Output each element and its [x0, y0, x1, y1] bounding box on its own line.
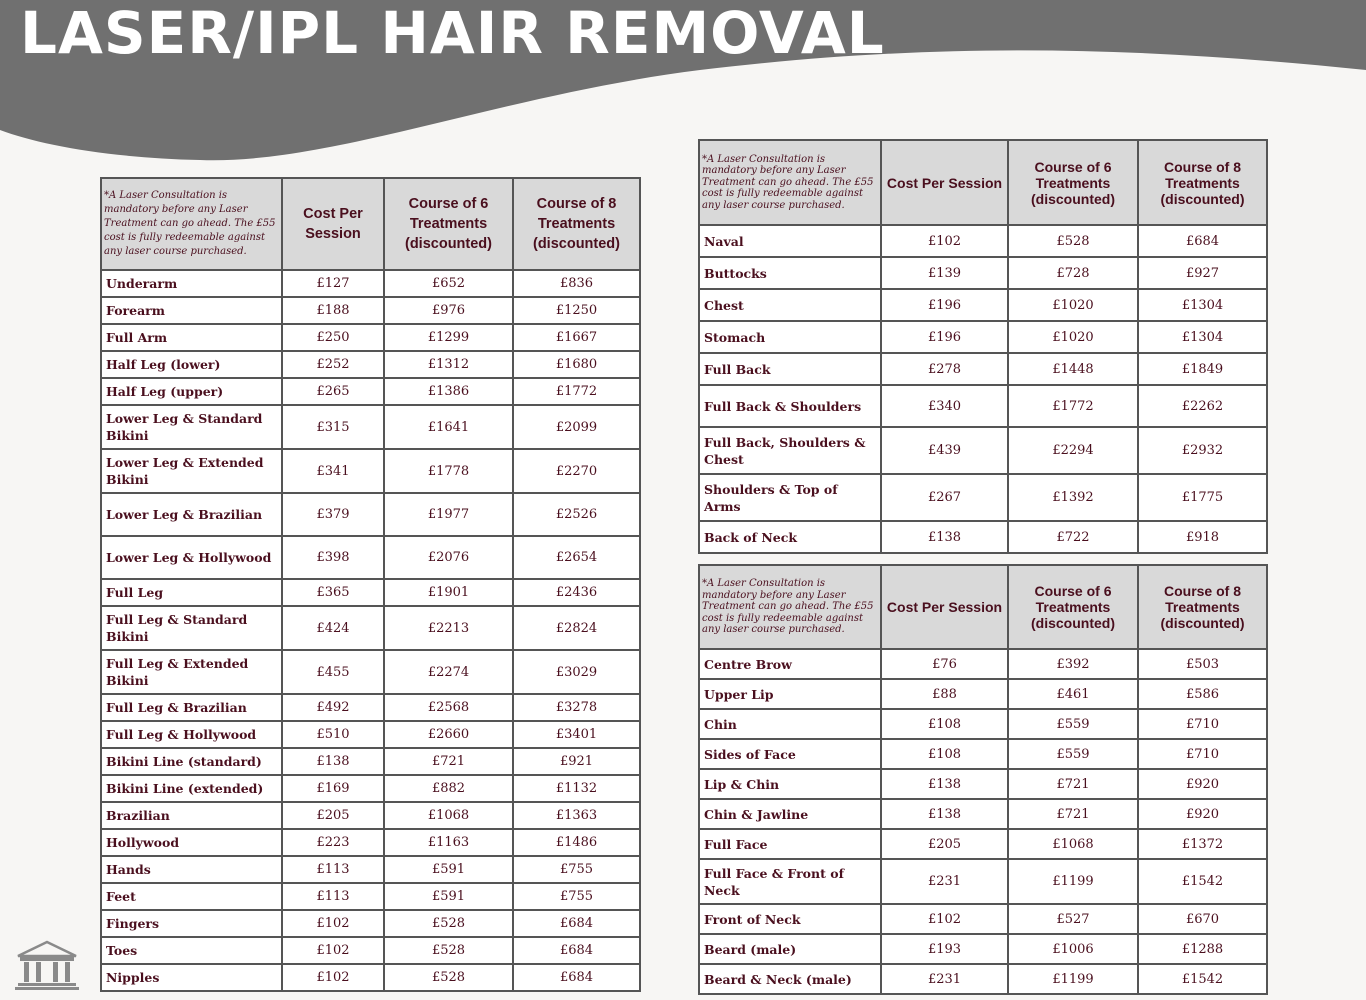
price-table-left	[100, 177, 641, 992]
course-6-price: £559	[1008, 709, 1138, 739]
course-8-price: £2526	[513, 493, 640, 536]
table-row	[101, 297, 640, 324]
treatment-area: Beard & Neck (male)	[699, 964, 881, 994]
course-6-price: £2076	[384, 536, 513, 579]
course-8-price: £684	[513, 910, 640, 937]
table-row	[101, 405, 640, 449]
table-header-row	[101, 178, 640, 270]
course-8-price: £2932	[1138, 427, 1267, 474]
course-6-price: £527	[1008, 904, 1138, 934]
course-6-price: £591	[384, 883, 513, 910]
cost-per-session: £439	[881, 427, 1008, 474]
treatment-area: Feet	[101, 883, 282, 910]
course-6-price: £1641	[384, 405, 513, 449]
treatment-area: Beard (male)	[699, 934, 881, 964]
table-row	[101, 536, 640, 579]
course-8-price: £1304	[1138, 321, 1267, 353]
course-8-price: £670	[1138, 904, 1267, 934]
table-row	[101, 694, 640, 721]
cost-per-session: £139	[881, 257, 1008, 289]
table-row	[101, 579, 640, 606]
cost-per-session: £341	[282, 449, 384, 493]
cost-per-session: £265	[282, 378, 384, 405]
price-table-face	[698, 564, 1268, 995]
table-row	[699, 521, 1267, 553]
consultation-note: *A Laser Consultation is mandatory before any Laser Treatment can go ahead. The £55 cost is fully redeemable against any laser course purchased.	[699, 565, 881, 649]
table-row	[101, 775, 640, 802]
table-row	[699, 321, 1267, 353]
cost-per-session: £102	[282, 964, 384, 991]
treatment-area: Forearm	[101, 297, 282, 324]
cost-per-session: £102	[881, 225, 1008, 257]
treatment-area: Stomach	[699, 321, 881, 353]
course-8-price: £710	[1138, 739, 1267, 769]
treatment-area: Buttocks	[699, 257, 881, 289]
course-6-price: £882	[384, 775, 513, 802]
treatment-area: Chin	[699, 709, 881, 739]
cost-per-session: £365	[282, 579, 384, 606]
table-row	[101, 802, 640, 829]
table-row	[699, 385, 1267, 427]
cost-per-session: £398	[282, 536, 384, 579]
course-8-price: £2654	[513, 536, 640, 579]
treatment-area: Full Leg & Brazilian	[101, 694, 282, 721]
table-row	[101, 910, 640, 937]
table-row	[101, 324, 640, 351]
course-8-price: £684	[513, 937, 640, 964]
treatment-area: Fingers	[101, 910, 282, 937]
table-row	[101, 721, 640, 748]
course-6-price: £2294	[1008, 427, 1138, 474]
course-6-price: £1299	[384, 324, 513, 351]
table-row	[101, 351, 640, 378]
table-row	[101, 493, 640, 536]
cost-per-session: £424	[282, 606, 384, 650]
course-8-price: £918	[1138, 521, 1267, 553]
cost-per-session: £223	[282, 829, 384, 856]
course-6-price: £1020	[1008, 289, 1138, 321]
header-cost-per-session: Cost Per Session	[881, 565, 1008, 649]
course-8-price: £684	[1138, 225, 1267, 257]
treatment-area: Toes	[101, 937, 282, 964]
header-course-of-8: Course of 8 Treatments (discounted)	[1138, 565, 1267, 649]
treatment-area: Nipples	[101, 964, 282, 991]
cost-per-session: £127	[282, 270, 384, 297]
header-cost-per-session: Cost Per Session	[282, 178, 384, 270]
course-8-price: £1542	[1138, 859, 1267, 904]
table-row	[699, 427, 1267, 474]
course-8-price: £2270	[513, 449, 640, 493]
table-row	[699, 225, 1267, 257]
table-row	[699, 353, 1267, 385]
course-8-price: £920	[1138, 799, 1267, 829]
table-row	[101, 270, 640, 297]
table-header-row	[699, 565, 1267, 649]
cost-per-session: £196	[881, 321, 1008, 353]
course-8-price: £1132	[513, 775, 640, 802]
course-6-price: £2274	[384, 650, 513, 694]
header-course-of-6: Course of 6 Treatments (discounted)	[1008, 140, 1138, 225]
cost-per-session: £278	[881, 353, 1008, 385]
treatment-area: Half Leg (lower)	[101, 351, 282, 378]
header-course-of-6: Course of 6 Treatments (discounted)	[1008, 565, 1138, 649]
treatment-area: Sides of Face	[699, 739, 881, 769]
course-6-price: £392	[1008, 649, 1138, 679]
course-6-price: £721	[384, 748, 513, 775]
treatment-area: Chin & Jawline	[699, 799, 881, 829]
table-row	[699, 799, 1267, 829]
cost-per-session: £113	[282, 883, 384, 910]
course-6-price: £461	[1008, 679, 1138, 709]
course-6-price: £1163	[384, 829, 513, 856]
cost-per-session: £231	[881, 964, 1008, 994]
treatment-area: Full Leg	[101, 579, 282, 606]
course-6-price: £1006	[1008, 934, 1138, 964]
table-row	[101, 937, 640, 964]
course-6-price: £528	[384, 964, 513, 991]
table-row	[101, 883, 640, 910]
treatment-area: Half Leg (upper)	[101, 378, 282, 405]
cost-per-session: £510	[282, 721, 384, 748]
course-8-price: £1363	[513, 802, 640, 829]
cost-per-session: £102	[881, 904, 1008, 934]
course-6-price: £1386	[384, 378, 513, 405]
treatment-area: Full Arm	[101, 324, 282, 351]
cost-per-session: £205	[282, 802, 384, 829]
treatment-area: Full Leg & Hollywood	[101, 721, 282, 748]
cost-per-session: £492	[282, 694, 384, 721]
course-8-price: £2436	[513, 579, 640, 606]
cost-per-session: £267	[881, 474, 1008, 521]
treatment-area: Hands	[101, 856, 282, 883]
cost-per-session: £193	[881, 934, 1008, 964]
treatment-area: Chest	[699, 289, 881, 321]
course-6-price: £559	[1008, 739, 1138, 769]
course-6-price: £1068	[384, 802, 513, 829]
table-row	[699, 964, 1267, 994]
course-8-price: £2262	[1138, 385, 1267, 427]
treatment-area: Bikini Line (extended)	[101, 775, 282, 802]
table-row	[101, 606, 640, 650]
course-8-price: £1849	[1138, 353, 1267, 385]
table-row	[699, 709, 1267, 739]
course-8-price: £755	[513, 856, 640, 883]
course-8-price: £1288	[1138, 934, 1267, 964]
course-6-price: £1068	[1008, 829, 1138, 859]
table-row	[699, 289, 1267, 321]
header-course-of-8: Course of 8 Treatments (discounted)	[513, 178, 640, 270]
course-8-price: £1680	[513, 351, 640, 378]
cost-per-session: £455	[282, 650, 384, 694]
course-6-price: £528	[1008, 225, 1138, 257]
course-6-price: £721	[1008, 769, 1138, 799]
cost-per-session: £231	[881, 859, 1008, 904]
course-6-price: £528	[384, 937, 513, 964]
cost-per-session: £169	[282, 775, 384, 802]
table-row	[699, 257, 1267, 289]
table-row	[699, 474, 1267, 521]
course-6-price: £722	[1008, 521, 1138, 553]
treatment-area: Front of Neck	[699, 904, 881, 934]
table-row	[101, 748, 640, 775]
treatment-area: Lower Leg & Standard Bikini	[101, 405, 282, 449]
treatment-area: Full Leg & Extended Bikini	[101, 650, 282, 694]
course-8-price: £710	[1138, 709, 1267, 739]
course-8-price: £3029	[513, 650, 640, 694]
table-row	[699, 904, 1267, 934]
course-6-price: £1020	[1008, 321, 1138, 353]
table-row	[699, 769, 1267, 799]
cost-per-session: £108	[881, 709, 1008, 739]
treatment-area: Bikini Line (standard)	[101, 748, 282, 775]
course-6-price: £1199	[1008, 859, 1138, 904]
temple-icon	[14, 940, 80, 990]
consultation-note: *A Laser Consultation is mandatory before any Laser Treatment can go ahead. The £55 cost is fully redeemable against any laser course purchased.	[101, 178, 282, 270]
treatment-area: Lower Leg & Hollywood	[101, 536, 282, 579]
cost-per-session: £196	[881, 289, 1008, 321]
table-row	[101, 829, 640, 856]
cost-per-session: £379	[282, 493, 384, 536]
course-6-price: £2213	[384, 606, 513, 650]
course-6-price: £1977	[384, 493, 513, 536]
course-6-price: £1901	[384, 579, 513, 606]
course-6-price: £1199	[1008, 964, 1138, 994]
course-6-price: £2660	[384, 721, 513, 748]
course-8-price: £1250	[513, 297, 640, 324]
treatment-area: Full Face & Front of Neck	[699, 859, 881, 904]
table-row	[699, 829, 1267, 859]
course-6-price: £728	[1008, 257, 1138, 289]
cost-per-session: £138	[881, 769, 1008, 799]
table-row	[101, 378, 640, 405]
table-row	[699, 934, 1267, 964]
treatment-area: Underarm	[101, 270, 282, 297]
course-6-price: £721	[1008, 799, 1138, 829]
treatment-area: Full Back	[699, 353, 881, 385]
course-8-price: £684	[513, 964, 640, 991]
price-table-body	[698, 139, 1268, 554]
table-row	[101, 449, 640, 493]
course-6-price: £652	[384, 270, 513, 297]
course-8-price: £920	[1138, 769, 1267, 799]
course-8-price: £1542	[1138, 964, 1267, 994]
course-6-price: £528	[384, 910, 513, 937]
cost-per-session: £102	[282, 910, 384, 937]
course-6-price: £1778	[384, 449, 513, 493]
course-8-price: £1372	[1138, 829, 1267, 859]
treatment-area: Lower Leg & Brazilian	[101, 493, 282, 536]
course-6-price: £1448	[1008, 353, 1138, 385]
cost-per-session: £108	[881, 739, 1008, 769]
treatment-area: Full Back, Shoulders & Chest	[699, 427, 881, 474]
treatment-area: Shoulders & Top of Arms	[699, 474, 881, 521]
header-course-of-8: Course of 8 Treatments (discounted)	[1138, 140, 1267, 225]
course-6-price: £1312	[384, 351, 513, 378]
treatment-area: Naval	[699, 225, 881, 257]
cost-per-session: £340	[881, 385, 1008, 427]
table-row	[699, 739, 1267, 769]
consultation-note: *A Laser Consultation is mandatory before any Laser Treatment can go ahead. The £55 cost is fully redeemable against any laser course purchased.	[699, 140, 881, 225]
course-8-price: £1486	[513, 829, 640, 856]
cost-per-session: £315	[282, 405, 384, 449]
course-6-price: £1392	[1008, 474, 1138, 521]
cost-per-session: £102	[282, 937, 384, 964]
table-row	[101, 856, 640, 883]
treatment-area: Brazilian	[101, 802, 282, 829]
course-8-price: £836	[513, 270, 640, 297]
treatment-area: Full Leg & Standard Bikini	[101, 606, 282, 650]
course-8-price: £586	[1138, 679, 1267, 709]
cost-per-session: £138	[881, 521, 1008, 553]
cost-per-session: £252	[282, 351, 384, 378]
course-8-price: £2099	[513, 405, 640, 449]
cost-per-session: £76	[881, 649, 1008, 679]
header-course-of-6: Course of 6 Treatments (discounted)	[384, 178, 513, 270]
treatment-area: Lip & Chin	[699, 769, 881, 799]
treatment-area: Upper Lip	[699, 679, 881, 709]
cost-per-session: £138	[881, 799, 1008, 829]
course-6-price: £591	[384, 856, 513, 883]
cost-per-session: £138	[282, 748, 384, 775]
table-header-row	[699, 140, 1267, 225]
course-8-price: £3401	[513, 721, 640, 748]
treatment-area: Lower Leg & Extended Bikini	[101, 449, 282, 493]
course-8-price: £921	[513, 748, 640, 775]
treatment-area: Full Back & Shoulders	[699, 385, 881, 427]
treatment-area: Centre Brow	[699, 649, 881, 679]
course-8-price: £3278	[513, 694, 640, 721]
table-row	[101, 964, 640, 991]
course-6-price: £976	[384, 297, 513, 324]
cost-per-session: £250	[282, 324, 384, 351]
treatment-area: Hollywood	[101, 829, 282, 856]
cost-per-session: £88	[881, 679, 1008, 709]
header-cost-per-session: Cost Per Session	[881, 140, 1008, 225]
treatment-area: Full Face	[699, 829, 881, 859]
cost-per-session: £113	[282, 856, 384, 883]
course-8-price: £1772	[513, 378, 640, 405]
cost-per-session: £205	[881, 829, 1008, 859]
course-8-price: £2824	[513, 606, 640, 650]
table-row	[699, 859, 1267, 904]
cost-per-session: £188	[282, 297, 384, 324]
course-8-price: £503	[1138, 649, 1267, 679]
course-8-price: £927	[1138, 257, 1267, 289]
course-8-price: £755	[513, 883, 640, 910]
page-title: LASER/IPL HAIR REMOVAL	[20, 0, 885, 67]
course-8-price: £1775	[1138, 474, 1267, 521]
table-row	[101, 650, 640, 694]
table-row	[699, 679, 1267, 709]
course-6-price: £1772	[1008, 385, 1138, 427]
table-row	[699, 649, 1267, 679]
course-8-price: £1667	[513, 324, 640, 351]
treatment-area: Back of Neck	[699, 521, 881, 553]
course-8-price: £1304	[1138, 289, 1267, 321]
course-6-price: £2568	[384, 694, 513, 721]
